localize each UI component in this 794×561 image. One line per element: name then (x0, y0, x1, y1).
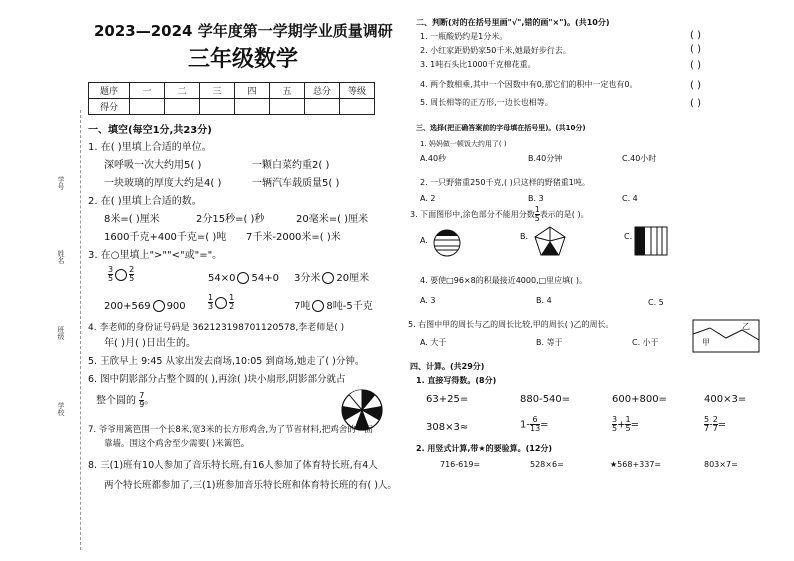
perimeter-figure (692, 318, 762, 354)
mc-2: 2. 一只野猪重250千克,( )只这样的野猪重1吨。 (420, 178, 590, 187)
mc-4: 4. 要使□96×8的积最接近4000,□里应填( )。 (420, 276, 587, 285)
mc-3-a[interactable]: A. (420, 236, 428, 245)
q2-e: 7千米-2000米=( )米 (246, 232, 341, 243)
mc-5-a[interactable]: A. 大于 (420, 338, 447, 347)
q3-row1-a (108, 266, 134, 283)
score-col: 五 (270, 83, 305, 99)
mc-2-b[interactable]: B. 3 (528, 194, 544, 203)
calc-1-h: $\frac{5}{7}$ - $\frac{2}{7}$ = (704, 415, 727, 433)
calc-2-b: 528×6= (530, 460, 564, 469)
compare-circle[interactable] (237, 272, 249, 284)
q8-stem: 8. 三(1)班有10人参加了音乐特长班,有16人参加了体育特长班,有4人 (88, 460, 378, 471)
rectangle-strips-figure (634, 226, 668, 256)
score-col: 二 (165, 83, 200, 99)
tf-2: 2. 小红家距奶奶家50千米,她最好步行去。 (420, 46, 571, 55)
calc-1-b: 880-540= (520, 394, 571, 405)
calc-2-c: ★568+337= (610, 460, 662, 469)
mc-5-b[interactable]: B. 等于 (536, 338, 563, 347)
q7-stem: 7. 爷爷用篱笆围一个长8米,宽3米的长方形鸡舍,为了节省材料,把鸡舍的一面 (88, 425, 373, 435)
q2-c: 20毫米=( )厘米 (296, 214, 369, 225)
fraction: $\frac{3}{5}$ (108, 265, 114, 283)
mc-1-a[interactable]: A.40秒 (420, 154, 447, 163)
score-cell[interactable] (340, 99, 375, 115)
score-cell[interactable] (200, 99, 235, 115)
q6-line2: 整个圆的 $\frac{7}{9}$ 。 (96, 391, 155, 409)
tf-3: 3. 1吨石头比1000千克棉花重。 (420, 60, 536, 69)
fraction: $\frac{1}{5}$ (534, 205, 540, 223)
score-col: 一 (130, 83, 165, 99)
binding-line (80, 110, 81, 550)
mc-1-c[interactable]: C.40小时 (622, 154, 657, 163)
mc-3-c[interactable]: C. (624, 232, 633, 241)
mc-3-b[interactable]: B. (520, 232, 529, 241)
calc-1-c: 600+800= (612, 394, 667, 405)
calc-1-a: 63+25= (426, 394, 469, 405)
fraction: $\frac{7}{9}$ (139, 391, 145, 409)
calc-2-d: 803×7= (704, 460, 738, 469)
calc-1-f: 1- $\frac{6}{13}$ = (520, 415, 549, 433)
q2-b: 2分15秒=( )秒 (196, 214, 265, 225)
score-col: 总分 (305, 83, 340, 99)
q8-line2: 两个特长班都参加了,三(1)班参加音乐特长班和体育特长班的有( )人。 (104, 480, 397, 491)
compare-circle[interactable] (153, 300, 165, 312)
section-fill-blank: 一、填空(每空1分,共23分) (88, 125, 212, 136)
score-row-label: 得分 (89, 99, 130, 115)
tf-2-answer[interactable]: ( ) (690, 44, 701, 55)
calc-1-stem: 1. 直接写得数。(8分) (416, 376, 497, 385)
q2-stem: 2. 在( )里填上合适的数。 (88, 196, 202, 207)
subject-title: 三年级数学 (188, 46, 299, 72)
tf-3-answer[interactable]: ( ) (690, 60, 701, 71)
mc-1: 1. 妈妈做一顿饭大约用了( ) (420, 140, 507, 148)
q4-stem: 4. 李老师的身份证号码是 362123198701120578,李老师是( ) (88, 323, 345, 333)
compare-circle[interactable] (312, 300, 324, 312)
score-cell[interactable] (130, 99, 165, 115)
mc-5: 5. 右图中甲的周长与乙的周长比较,甲的周长( )乙的周长。 (408, 320, 614, 329)
q1-a: 深呼吸一次大约用5( ) (104, 160, 202, 171)
mc-1-b[interactable]: B.40分钟 (528, 154, 563, 163)
calc-2-stem: 2. 用竖式计算,带★的要验算。(12分) (416, 444, 553, 453)
fraction: $\frac{5}{7}$ (704, 415, 710, 433)
tf-5-answer[interactable]: ( ) (690, 98, 701, 109)
score-cell[interactable] (305, 99, 340, 115)
compare-circle[interactable] (115, 269, 127, 281)
fraction: $\frac{2}{5}$ (129, 265, 135, 283)
q3-stem: 3. 在○里填上">""<"或"="。 (88, 250, 223, 261)
mc-4-c[interactable]: C. 5 (648, 298, 664, 307)
q4-line2: 年( )月( )日出生的。 (104, 338, 196, 349)
fraction: $\frac{3}{5}$ (612, 415, 618, 433)
mc-2-c[interactable]: C. 4 (622, 194, 638, 203)
q3-row2-c: 7吨 8吨-5千克 (294, 301, 373, 312)
q3-row1-c: 3分米 20厘米 (294, 273, 370, 284)
q2-a: 8米=( )厘米 (104, 214, 160, 225)
score-head: 题序 (89, 83, 130, 99)
mc-5-c[interactable]: C. 小于 (632, 338, 659, 347)
q7-line2: 靠墙。围这个鸡舍至少需要( )米篱笆。 (104, 439, 250, 449)
tf-4: 4. 两个数相乘,其中一个因数中有0,那它们的积中一定也有0。 (420, 80, 638, 89)
calc-2-a: 716-619= (440, 460, 481, 469)
section-true-false: 二、判断(对的在括号里画"√",错的画"×")。(共10分) (416, 18, 610, 27)
q3-row2-a: 200+569 900 (104, 301, 186, 312)
fraction: $\frac{1}{2}$ (229, 293, 235, 311)
side-label-class: 班级 (57, 326, 65, 340)
tf-5: 5. 周长相等的正方形,一边长也相等。 (420, 98, 553, 107)
score-table (88, 82, 375, 115)
side-label-name: 姓名 (57, 250, 65, 264)
q1-c: 一块玻璃的厚度大约是4( ) (104, 178, 222, 189)
score-cell[interactable] (270, 99, 305, 115)
section-choice: 三、选择(把正确答案前的字母填在括号里)。(共10分) (416, 124, 586, 132)
q1-stem: 1. 在( )里填上合适的单位。 (88, 142, 212, 153)
score-cell[interactable] (235, 99, 270, 115)
score-col: 四 (235, 83, 270, 99)
fraction: $\frac{1}{3}$ (208, 293, 214, 311)
fraction: $\frac{1}{5}$ (625, 415, 631, 433)
q2-d: 1600千克+400千克=( )吨 (104, 232, 227, 243)
mc-4-b[interactable]: B. 4 (536, 296, 552, 305)
score-cell[interactable] (165, 99, 200, 115)
q3-row1-b: 54×0 54+0 (208, 273, 279, 284)
calc-1-e: 308×3≈ (426, 422, 469, 433)
score-col: 三 (200, 83, 235, 99)
calc-1-d: 400×3= (704, 394, 747, 405)
q5-stem: 5. 王欣早上 9:45 从家出发去商场,10:05 到商场,她走了( )分钟。 (88, 356, 365, 367)
section-calculate: 四、计算。(共29分) (410, 362, 485, 371)
q1-d: 一辆汽车载质量5( ) (252, 178, 340, 189)
score-col: 等级 (340, 83, 375, 99)
mc-3: 3. 下面图形中,涂色部分不能用分数 $\frac{1}{5}$ 表示的是( )。 (410, 205, 589, 223)
pentagon-figure (534, 226, 566, 256)
figure-label-yi: 乙 (742, 322, 750, 331)
circle-shading-figure (432, 228, 462, 258)
compare-circle[interactable] (322, 272, 334, 284)
compare-circle[interactable] (215, 297, 227, 309)
figure-label-jia: 甲 (702, 338, 710, 347)
fraction: $\frac{2}{7}$ (712, 415, 718, 433)
side-label-school: 学校 (57, 402, 65, 416)
calc-1-g: $\frac{3}{5}$ + $\frac{1}{5}$ = (612, 415, 639, 433)
fraction: $\frac{6}{13}$ (529, 415, 541, 433)
tf-1: 1. 一瓶酸奶约是1分米。 (420, 32, 508, 41)
exam-title: 2023—2024 学年度第一学期学业质量调研 (94, 22, 393, 40)
side-label-student-id: 学号 (57, 176, 65, 190)
tf-4-answer[interactable]: ( ) (690, 80, 701, 91)
q1-b: 一颗白菜约重2( ) (252, 160, 330, 171)
q6-stem: 6. 图中阴影部分占整个圆的( ),再涂( )块小扇形,阴影部分就占 (88, 374, 346, 385)
mc-2-a[interactable]: A. 2 (420, 194, 436, 203)
tf-1-answer[interactable]: ( ) (690, 30, 701, 41)
q3-row2-b (208, 294, 234, 311)
mc-4-a[interactable]: A. 3 (420, 296, 436, 305)
